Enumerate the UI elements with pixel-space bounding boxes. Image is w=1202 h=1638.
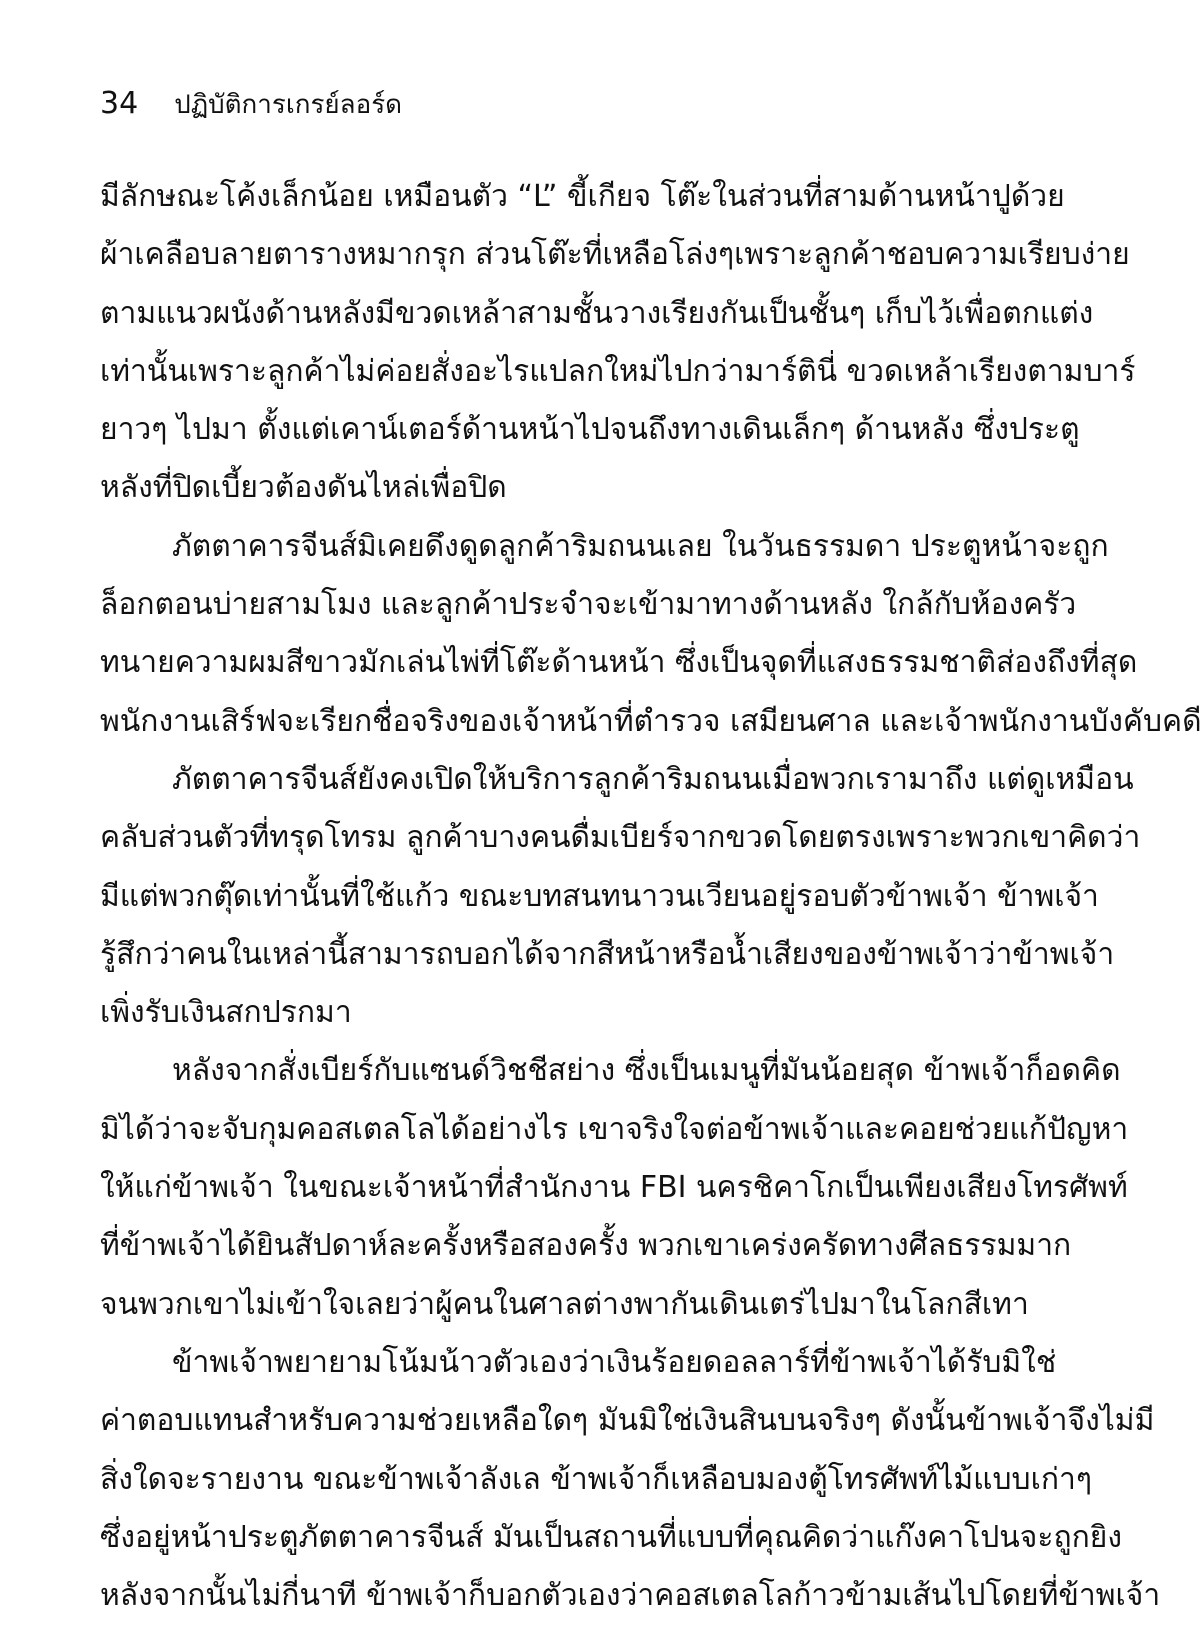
text-line: ให้แก่ข้าพเจ้า ในขณะเจ้าหน้าที่สำนักงาน FBI นครชิคาโกเป็นเพียงเสียงโทรศัพท์ xyxy=(100,1170,1128,1206)
page-header xyxy=(100,84,402,125)
text-line: ผ้าเคลือบลายตารางหมากรุก ส่วนโต๊ะที่เหลือโล่งๆเพราะลูกค้าชอบความเรียบง่าย xyxy=(100,237,1130,273)
body-text xyxy=(100,168,1202,1625)
page-number: 34 xyxy=(100,86,139,121)
text-line: เพิ่งรับเงินสกปรกมา xyxy=(100,995,352,1031)
text-line: มิได้ว่าจะจับกุมคอสเตลโลได้อย่างไร เขาจริงใจต่อข้าพเจ้าและคอยช่วยแก้ปัญหา xyxy=(100,1111,1129,1147)
text-line: ทนายความผมสีขาวมักเล่นไพ่ที่โต๊ะด้านหน้า ซึ่งเป็นจุดที่แสงธรรมชาติส่องถึงที่สุด xyxy=(100,645,1138,681)
text-line: ซึ่งอยู่หน้าประตูภัตตาคารจีนส์ มันเป็นสถานที่แบบที่คุณคิดว่าแก๊งคาโปนจะถูกยิง xyxy=(100,1519,1123,1555)
text-line: ภัตตาคารจีนส์ยังคงเปิดให้บริการลูกค้าริมถนนเมื่อพวกเรามาถึง แต่ดูเหมือน xyxy=(172,761,1134,797)
text-line: ที่ข้าพเจ้าได้ยินสัปดาห์ละครั้งหรือสองครั้ง พวกเขาเคร่งครัดทางศีลธรรมมาก xyxy=(100,1228,1072,1264)
text-line: พนักงานเสิร์ฟจะเรียกชื่อจริงของเจ้าหน้าที่ตำรวจ เสมียนศาล และเจ้าพนักงานบังคับคดี xyxy=(100,703,1202,739)
text-line: ยาวๆ ไปมา ตั้งแต่เคาน์เตอร์ด้านหน้าไปจนถึงทางเดินเล็กๆ ด้านหลัง ซึ่งประตู xyxy=(100,412,1080,448)
text-line: ค่าตอบแทนสำหรับความช่วยเหลือใดๆ มันมิใช่เงินสินบนจริงๆ ดังนั้นข้าพเจ้าจึงไม่มี xyxy=(100,1403,1155,1439)
text-line: มีแต่พวกตุ๊ดเท่านั้นที่ใช้แก้ว ขณะบทสนทนาวนเวียนอยู่รอบตัวข้าพเจ้า ข้าพเจ้า xyxy=(100,878,1099,914)
text-line: สิ่งใดจะรายงาน ขณะข้าพเจ้าลังเล ข้าพเจ้าก็เหลือบมองตู้โทรศัพท์ไม้แบบเก่าๆ xyxy=(100,1461,1092,1497)
text-line: มีลักษณะโค้งเล็กน้อย เหมือนตัว “L” ขี้เกียจ โต๊ะในส่วนที่สามด้านหน้าปูด้วย xyxy=(100,179,1065,214)
text-line: หลังจากสั่งเบียร์กับแซนด์วิชชีสย่าง ซึ่งเป็นเมนูที่มันน้อยสุด ข้าพเจ้าก็อดคิด xyxy=(172,1053,1121,1089)
text-line: ล็อกตอนบ่ายสามโมง และลูกค้าประจำจะเข้ามาทางด้านหลัง ใกล้กับห้องครัว xyxy=(100,587,1077,623)
text-line: ข้าพเจ้าพยายามโน้มน้าวตัวเองว่าเงินร้อยดอลลาร์ที่ข้าพเจ้าได้รับมิใช่ xyxy=(172,1344,1057,1380)
text-line: หลังที่ปิดเบี้ยวต้องดันไหล่เพื่อปิด xyxy=(100,470,507,506)
text-line: ตามแนวผนังด้านหลังมีขวดเหล้าสามชั้นวางเรียงกันเป็นชั้นๆ เก็บไว้เพื่อตกแต่ง xyxy=(100,295,1094,331)
text-line: จนพวกเขาไม่เข้าใจเลยว่าผู้คนในศาลต่างพากันเดินเตร่ไปมาในโลกสีเทา xyxy=(100,1286,1029,1322)
text-line: หลังจากนั้นไม่กี่นาที ข้าพเจ้าก็บอกตัวเองว่าคอสเตลโลก้าวข้ามเส้นไปโดยที่ข้าพเจ้า xyxy=(100,1578,1161,1614)
text-line: รู้สึกว่าคนในเหล่านี้สามารถบอกได้จากสีหน้าหรือน้ำเสียงของข้าพเจ้าว่าข้าพเจ้า xyxy=(100,936,1115,972)
text-line: เท่านั้นเพราะลูกค้าไม่ค่อยสั่งอะไรแปลกใหม่ไปกว่ามาร์ตินี่ ขวดเหล้าเรียงตามบาร์ xyxy=(100,353,1136,389)
text-line: คลับส่วนตัวที่ทรุดโทรม ลูกค้าบางคนดื่มเบียร์จากขวดโดยตรงเพราะพวกเขาคิดว่า xyxy=(100,820,1141,856)
text-line: ภัตตาคารจีนส์มิเคยดึงดูดลูกค้าริมถนนเลย ในวันธรรมดา ประตูหน้าจะถูก xyxy=(172,528,1109,564)
running-title: ปฏิบัติการเกรย์ลอร์ด xyxy=(174,90,403,120)
